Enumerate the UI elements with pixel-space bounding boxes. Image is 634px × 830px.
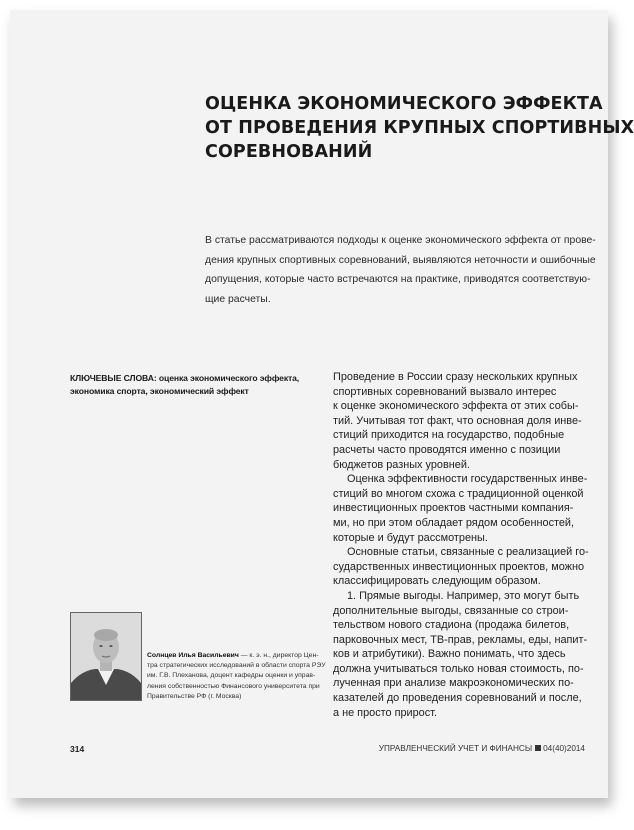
body-line: Проведение в России сразу нескольких крупных — [333, 371, 578, 383]
body-line: Основные статьи, связанные с реализацией го- — [347, 546, 589, 559]
body-line: инвестиционных проектов частными компания- — [333, 502, 574, 515]
abstract-line: дения крупных спортивных соревнований, выявляются неточности и ошибочные — [205, 254, 596, 266]
author-line: ления собственностью Финансового университета при — [147, 682, 320, 690]
body-line: расчеты часто проводятся именно с позиции — [333, 443, 561, 456]
article-title — [205, 92, 634, 164]
body-line: ми, но при этом обладает рядом особенностей, — [333, 516, 575, 529]
author-line: тра стратегических исследований в области спорта РЭУ — [147, 662, 326, 670]
title-line: ОТ ПРОВЕДЕНИЯ КРУПНЫХ СПОРТИВНЫХ — [205, 118, 634, 138]
title-line: СОРЕВНОВАНИЙ — [205, 142, 373, 162]
body-line: 1. Прямые выгоды. Например, это могут быть — [347, 589, 580, 602]
abstract-line: допущения, которые часто встречаются на практике, приводятся соответствую- — [205, 274, 591, 285]
abstract-line: щие расчеты. — [205, 293, 271, 305]
body-line: стиций во многом схожа с традиционной оценкой — [333, 487, 584, 500]
body-line: которые и будут рассмотрены. — [333, 531, 488, 544]
author-portrait-image — [71, 613, 141, 700]
body-line: Оценка эффективности государственных инве- — [347, 473, 588, 486]
page-number: 314 — [70, 744, 85, 754]
keywords-line: экономика спорта, экономический эффект — [70, 386, 249, 396]
body-line: лученная при анализе макроэкономических по- — [333, 677, 574, 690]
body-line: спортивных соревнований вызвало интерес — [333, 385, 557, 398]
body-line: казателей до проведения соревнований и после, — [333, 692, 582, 705]
title-line: ОЦЕНКА ЭКОНОМИЧЕСКОГО ЭФФЕКТА — [205, 94, 603, 114]
body-line: сударственных инвестиционных проектов, можно — [333, 560, 585, 573]
article-body — [333, 370, 593, 720]
author-photo — [70, 612, 142, 701]
author-line: — к. э. н., директор Цен- — [238, 652, 319, 659]
body-line: к оценке экономического эффекта от этих собы- — [333, 400, 579, 413]
body-line: ков и атрибутики). Важно понимать, что здесь — [333, 648, 566, 661]
issue-number: 04(40)2014 — [543, 744, 585, 753]
abstract-line: В статье рассматриваются подходы к оценке экономического эффекта от прове- — [205, 235, 596, 246]
author-line: Правительстве РФ (г. Москва) — [147, 692, 242, 700]
body-line: парковочных мест, ТВ-прав, рекламы, еды, напит- — [333, 633, 588, 646]
body-line: бюджетов разных уровней. — [333, 458, 470, 471]
body-line: а не просто прирост. — [333, 706, 437, 719]
article-abstract — [205, 231, 596, 309]
author-first-line — [147, 651, 322, 661]
body-line: стиций приходится на государство, подобные — [333, 429, 565, 442]
keywords-block — [70, 372, 320, 398]
body-line: тельством нового стадиона (продажа билетов, — [333, 619, 570, 632]
body-line: тий. Учитывая тот факт, что основная доля инве- — [333, 414, 582, 427]
running-footer — [379, 744, 585, 753]
journal-name: УПРАВЛЕНЧЕСКИЙ УЧЕТ И ФИНАНСЫ — [378, 744, 533, 753]
body-line: классифицировать следующим образом. — [333, 575, 541, 588]
square-bullet-icon — [535, 745, 541, 751]
keywords-line: КЛЮЧЕВЫЕ СЛОВА: оценка экономического эффекта, — [70, 373, 300, 383]
body-line: дополнительные выгоды, связанные со строи- — [333, 604, 569, 617]
author-name: Солнцев Илья Васильевич — [147, 652, 239, 659]
author-line: им. Г.В. Плеханова, доцент кафедры оценки и управ- — [147, 672, 316, 680]
body-line: должна учитываться только новая стоимость, по- — [333, 662, 584, 675]
author-info — [147, 651, 326, 702]
